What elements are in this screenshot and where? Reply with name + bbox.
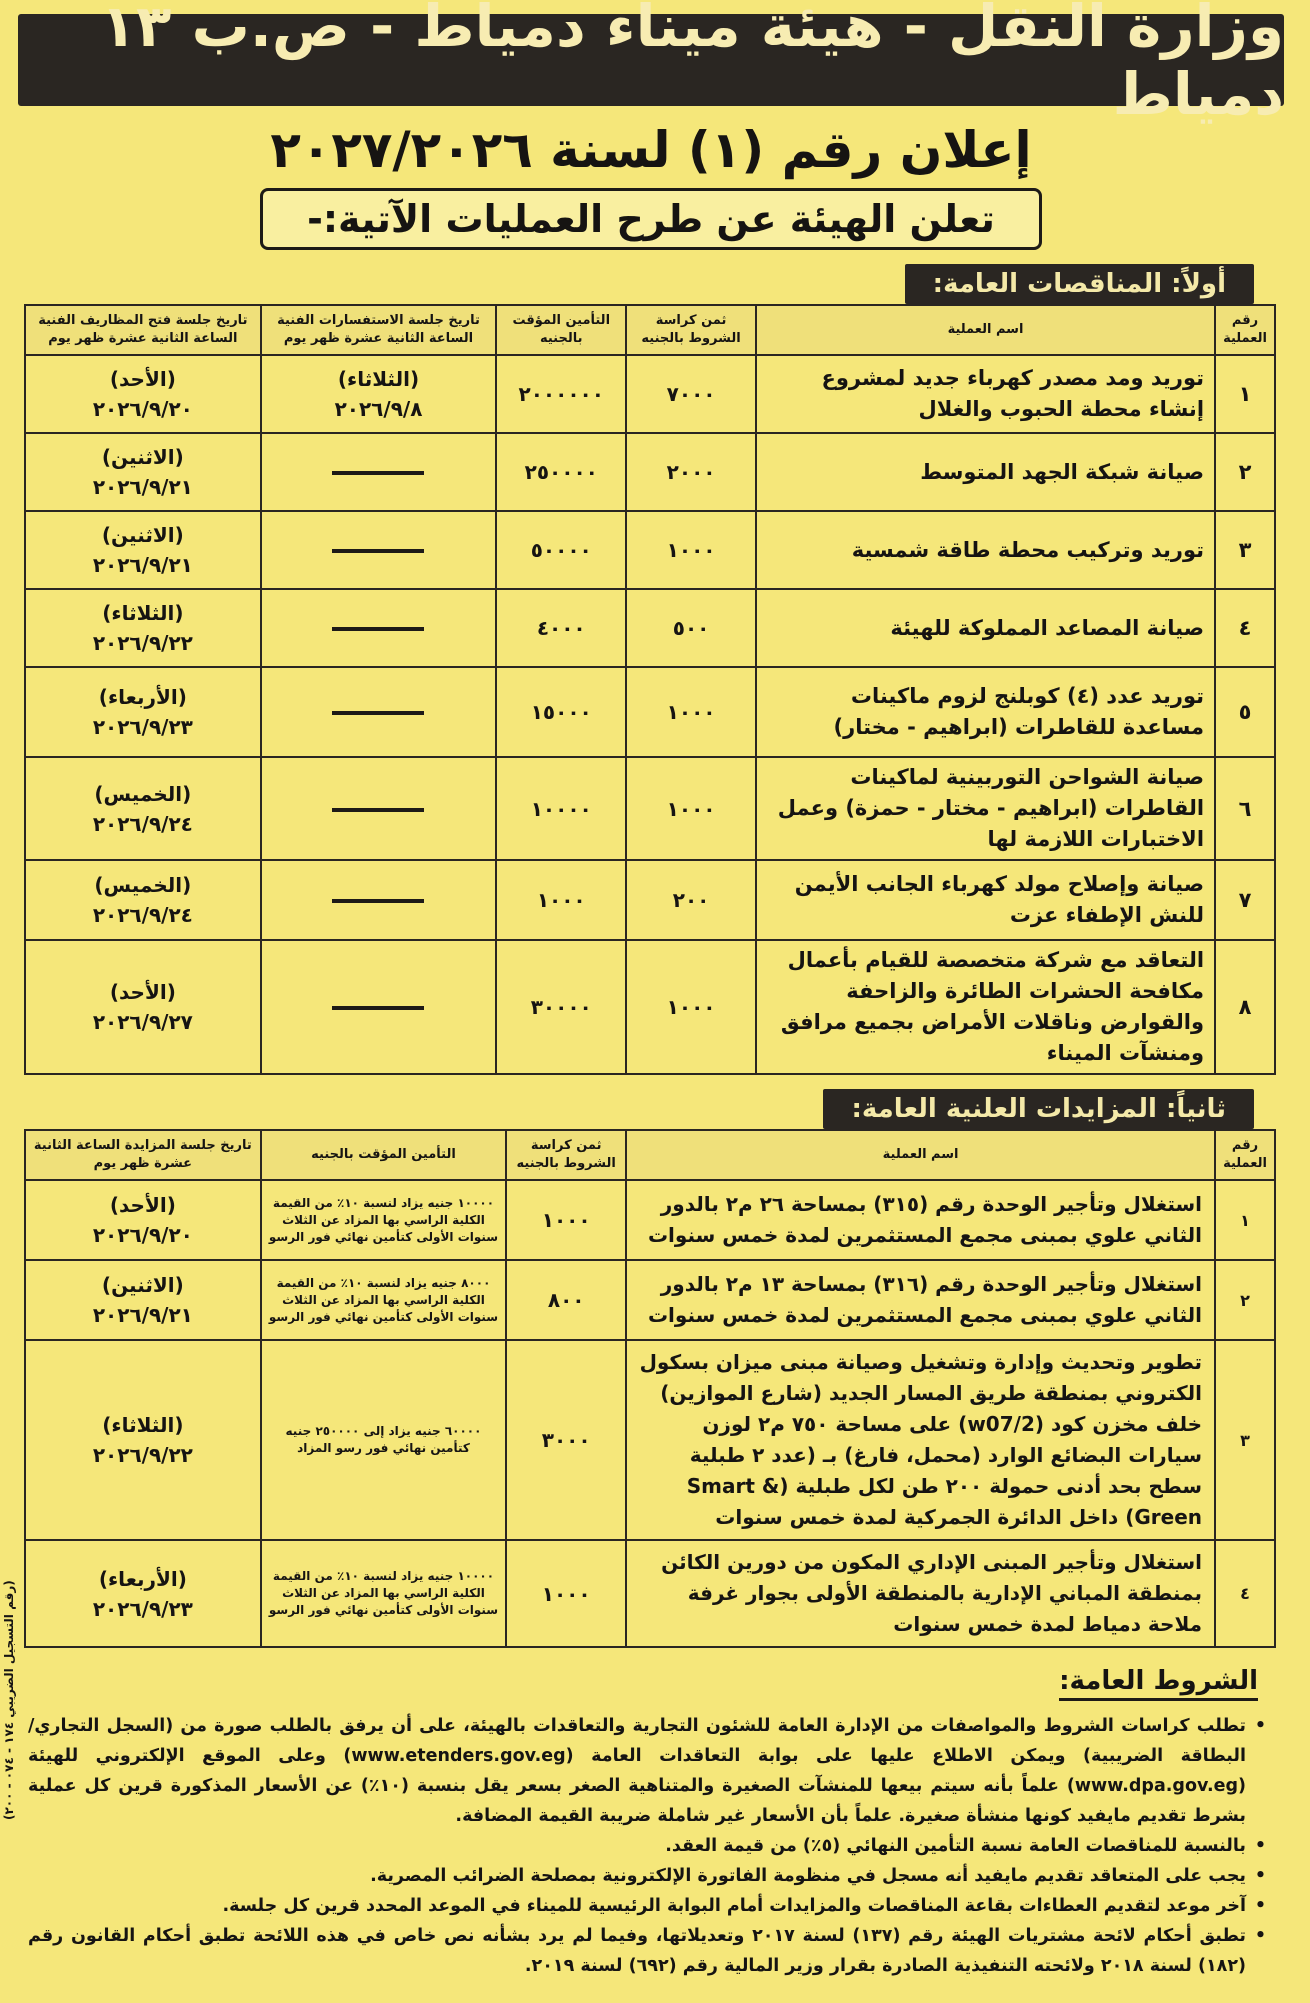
row-session	[25, 1340, 261, 1540]
row-number: ٥	[1215, 667, 1275, 757]
row-operation: صيانة شبكة الجهد المتوسط	[756, 433, 1215, 511]
col-insurance: التأمين المؤقت بالجنيه	[261, 1130, 507, 1180]
row-booklet: ٢٠٠	[626, 860, 756, 940]
empty-dash	[332, 711, 424, 715]
row-insurance: ٥٠٠٠٠	[496, 511, 626, 589]
row-booklet: ١٠٠٠	[626, 940, 756, 1074]
row-opening	[25, 940, 261, 1074]
term-item: • يجب على المتعاقد تقديم مايفيد أنه مسجل في منظومة الفاتورة الإلكترونية بمصلحة الضرائب المصرية.	[28, 1861, 1246, 1891]
row-insurance: ١٠٠٠	[496, 860, 626, 940]
row-inquiry	[261, 511, 497, 589]
row-insurance: ٣٠٠٠٠	[496, 940, 626, 1074]
col-op-name: اسم العملية	[756, 305, 1215, 355]
inquiry-date: ٢٠٢٦/٩/٨	[334, 397, 423, 421]
row-inquiry	[261, 667, 497, 757]
opening-day: (الثلاثاء)	[102, 601, 184, 625]
row-booklet: ١٠٠٠	[626, 757, 756, 860]
term-item: • تطبق أحكام لائحة مشتريات الهيئة رقم (١٣٧) لسنة ٢٠١٧ وتعديلاتها، وفيما لم يرد بشأنه نص خاص في هذه اللائحة تطبق أحكام القانون رقم (١٨٢) لسنة ٢٠١٨ ولائحته التنفيذية الصادرة بقرار وزير المالية رقم (٦٩٢) لسنة ٢٠١٩.	[28, 1921, 1246, 1981]
row-operation: استغلال وتأجير الوحدة رقم (٣١٦) بمساحة ١٣ م٢ بالدور الثاني علوي بمبنى مجمع المستثمرين لمدة خمس سنوات	[626, 1260, 1215, 1340]
row-inquiry	[261, 860, 497, 940]
opening-date: ٢٠٢٦/٩/٢٤	[92, 903, 193, 927]
opening-day: (الاثنين)	[101, 445, 184, 469]
term-item: • تطلب كراسات الشروط والمواصفات من الإدارة العامة للشئون التجارية والتعاقدات بالهيئة، على أن يرفق بالطلب صورة من (السجل التجاري/البطاقة الضريبية) ويمكن الاطلاع عليها على بوابة التعاقدات العامة (www.etenders.gov.eg) وعلى الموقع الإلكتروني للهيئة (www.dpa.gov.eg) علماً بأنه سيتم بيعها للمنشآت الصغيرة والمتناهية الصغر بسعر يقل بنسبة (١٠٪) عن الأسعار المذكورة قرين كل عملية بشرط تقديم مايفيد كونها منشأة صغيرة. علماً بأن الأسعار غير شاملة ضريبة القيمة المضافة.	[28, 1711, 1246, 1831]
auctions-heading: ثانياً: المزايدات العلنية العامة:	[823, 1089, 1254, 1129]
tenders-table	[24, 304, 1276, 1075]
table-row	[25, 860, 1275, 940]
row-insurance: ١٠٠٠٠ جنيه يزاد لنسبة ١٠٪ من القيمة الكلية الراسي بها المزاد عن الثلاث سنوات الأولى كتأمين نهائي فور الرسو	[261, 1540, 507, 1647]
opening-date: ٢٠٢٦/٩/٢٣	[92, 715, 193, 739]
opening-day: (الأحد)	[109, 980, 176, 1004]
opening-date: ٢٠٢٦/٩/٢٢	[92, 631, 193, 655]
session-day: (الأربعاء)	[98, 1566, 187, 1591]
col-op-number: رقم العملية	[1215, 305, 1275, 355]
auctions-header-row	[25, 1130, 1275, 1180]
empty-dash	[332, 627, 424, 631]
row-booklet: ١٠٠٠	[506, 1180, 626, 1260]
table-row	[25, 940, 1275, 1074]
table-row	[25, 355, 1275, 433]
table-row	[25, 667, 1275, 757]
row-number: ٤	[1215, 589, 1275, 667]
row-session	[25, 1180, 261, 1260]
row-number: ٨	[1215, 940, 1275, 1074]
announcement-number: إعلان رقم (١) لسنة ٢٠٢٧/٢٠٢٦	[270, 121, 1032, 179]
row-number: ١	[1215, 1180, 1275, 1260]
tenders-heading: أولاً: المناقصات العامة:	[905, 264, 1254, 304]
row-opening	[25, 355, 261, 433]
row-operation: توريد عدد (٤) كوبلنج لزوم ماكينات مساعدة للقاطرات (ابراهيم - مختار)	[756, 667, 1215, 757]
empty-dash	[332, 549, 424, 553]
empty-dash	[332, 899, 424, 903]
opening-day: (الاثنين)	[101, 523, 184, 547]
session-date: ٢٠٢٦/٩/٢٠	[92, 1223, 193, 1247]
opening-date: ٢٠٢٦/٩/٢١	[92, 475, 193, 499]
row-inquiry	[261, 757, 497, 860]
opening-date: ٢٠٢٦/٩/٢٤	[92, 811, 193, 836]
table-row	[25, 757, 1275, 860]
col-inquiry-date: تاريخ جلسة الاستفسارات الفنية الساعة الثانية عشرة ظهر يوم	[261, 305, 497, 355]
col-booklet-price: ثمن كراسة الشروط بالجنيه	[626, 305, 756, 355]
row-opening	[25, 511, 261, 589]
row-operation: تطوير وتحديث وإدارة وتشغيل وصيانة مبنى ميزان بسكول الكتروني بمنطقة طريق المسار الجديد (شارع الموازين) خلف مخزن كود (w07/2) على مساحة ٧٥٠ م٢ لوزن سيارات البضائع الوارد (محمل، فارغ) بـ (عدد ٢ طبلية سطح بحد أدنى حمولة ٢٠٠ طن لكل طبلية (Smart & Green) داخل الدائرة الجمركية لمدة خمس سنوات	[626, 1340, 1215, 1540]
row-opening	[25, 667, 261, 757]
row-session	[25, 1540, 261, 1647]
row-number: ٢	[1215, 1260, 1275, 1340]
term-item: • بالنسبة للمناقصات العامة نسبة التأمين النهائي (٥٪) من قيمة العقد.	[28, 1831, 1246, 1861]
table-row	[25, 1180, 1275, 1260]
opening-day: (الأحد)	[109, 367, 176, 391]
row-booklet: ٨٠٠	[506, 1260, 626, 1340]
empty-dash	[332, 808, 424, 812]
col-opening-date: تاريخ جلسة فتح المظاريف الفنية الساعة الثانية عشرة ظهر يوم	[25, 305, 261, 355]
table-row	[25, 511, 1275, 589]
row-inquiry	[261, 433, 497, 511]
row-insurance: ١٥٠٠٠	[496, 667, 626, 757]
row-opening	[25, 860, 261, 940]
ministry-title: وزارة النقل - هيئة ميناء دمياط - ص.ب ١٣ دمياط	[18, 14, 1284, 106]
row-booklet: ١٠٠٠	[626, 667, 756, 757]
row-number: ٣	[1215, 1340, 1275, 1540]
row-opening	[25, 757, 261, 860]
table-row	[25, 589, 1275, 667]
row-number: ٤	[1215, 1540, 1275, 1647]
session-date: ٢٠٢٦/٩/٢١	[92, 1303, 193, 1327]
announcement-page	[18, 0, 1284, 1989]
opening-day: (الخميس)	[94, 873, 192, 897]
row-booklet: ٧٠٠٠	[626, 355, 756, 433]
row-insurance: ٦٠٠٠٠ جنيه يزاد إلى ٢٥٠٠٠٠ جنيه كتأمين نهائي فور رسو المزاد	[261, 1340, 507, 1540]
row-insurance: ٢٠٠٠٠٠٠	[496, 355, 626, 433]
row-inquiry	[261, 589, 497, 667]
table-row	[25, 1540, 1275, 1647]
empty-dash	[332, 471, 424, 475]
terms-heading: الشروط العامة:	[1059, 1666, 1258, 1701]
row-inquiry	[261, 355, 497, 433]
row-insurance: ١٠٠٠٠	[496, 757, 626, 860]
row-inquiry	[261, 940, 497, 1074]
row-insurance: ٢٥٠٠٠٠	[496, 433, 626, 511]
opening-date: ٢٠٢٦/٩/٢٧	[92, 1010, 193, 1034]
tax-registration-note: (رقم التسجيل الضريبي ١٧٤ - ٠٧٤ - ٢٠٠)	[2, 1580, 16, 1820]
row-number: ٣	[1215, 511, 1275, 589]
col-booklet-price: ثمن كراسة الشروط بالجنيه	[506, 1130, 626, 1180]
tenders-header-row	[25, 305, 1275, 355]
row-operation: توريد ومد مصدر كهرباء جديد لمشروع إنشاء محطة الحبوب والغلال	[756, 355, 1215, 433]
row-insurance: ٨٠٠٠ جنيه يزاد لنسبة ١٠٪ من القيمة الكلية الراسي بها المزاد عن الثلاث سنوات الأولى كتأمين نهائي فور الرسو	[261, 1260, 507, 1340]
session-day: (الأحد)	[109, 1193, 176, 1217]
row-number: ١	[1215, 355, 1275, 433]
row-booklet: ٢٠٠٠	[626, 433, 756, 511]
row-opening	[25, 589, 261, 667]
inquiry-day: (الثلاثاء)	[337, 367, 420, 391]
empty-dash	[332, 1006, 424, 1010]
session-date: ٢٠٢٦/٩/٢٣	[92, 1596, 193, 1621]
row-operation: صيانة المصاعد المملوكة للهيئة	[756, 589, 1215, 667]
row-number: ٧	[1215, 860, 1275, 940]
row-operation: صيانة الشواحن التوربينية لماكينات القاطرات (ابراهيم - مختار - حمزة) وعمل الاختبارات اللازمة لها	[756, 757, 1215, 860]
row-insurance: ٤٠٠٠	[496, 589, 626, 667]
row-operation: استغلال وتأجير المبنى الإداري المكون من دورين الكائن بمنطقة المباني الإدارية بالمنطقة الأولى بجوار غرفة ملاحة دمياط لمدة خمس سنوات	[626, 1540, 1215, 1647]
intro-box: تعلن الهيئة عن طرح العمليات الآتية:-	[260, 188, 1042, 250]
session-date: ٢٠٢٦/٩/٢٢	[92, 1443, 193, 1467]
table-row	[25, 1340, 1275, 1540]
table-row	[25, 433, 1275, 511]
row-booklet: ١٠٠٠	[506, 1540, 626, 1647]
row-booklet: ٣٠٠٠	[506, 1340, 626, 1540]
session-day: (الاثنين)	[101, 1273, 184, 1297]
col-session-date: تاريخ جلسة المزايدة الساعة الثانية عشرة ظهر يوم	[25, 1130, 261, 1180]
col-op-name: اسم العملية	[626, 1130, 1215, 1180]
table-row	[25, 1260, 1275, 1340]
row-number: ٢	[1215, 433, 1275, 511]
col-op-number: رقم العملية	[1215, 1130, 1275, 1180]
row-number: ٦	[1215, 757, 1275, 860]
row-booklet: ١٠٠٠	[626, 511, 756, 589]
row-operation: توريد وتركيب محطة طاقة شمسية	[756, 511, 1215, 589]
opening-date: ٢٠٢٦/٩/٢١	[92, 553, 193, 577]
row-booklet: ٥٠٠	[626, 589, 756, 667]
terms-list	[28, 1711, 1268, 1981]
opening-date: ٢٠٢٦/٩/٢٠	[92, 397, 193, 421]
row-session	[25, 1260, 261, 1340]
col-insurance: التأمين المؤقت بالجنيه	[496, 305, 626, 355]
term-item: • آخر موعد لتقديم العطاءات بقاعة المناقصات والمزايدات أمام البوابة الرئيسية للميناء في الموعد المحدد قرين كل جلسة.	[28, 1891, 1246, 1921]
auctions-table	[24, 1129, 1276, 1648]
row-operation: صيانة وإصلاح مولد كهرباء الجانب الأيمن للنش الإطفاء عزت	[756, 860, 1215, 940]
row-operation: التعاقد مع شركة متخصصة للقيام بأعمال مكافحة الحشرات الطائرة والزاحفة والقوارض وناقلات الأمراض بجميع مرافق ومنشآت الميناء	[756, 940, 1215, 1074]
session-day: (الثلاثاء)	[102, 1413, 184, 1437]
opening-day: (الخميس)	[94, 781, 192, 806]
row-operation: استغلال وتأجير الوحدة رقم (٣١٥) بمساحة ٢٦ م٢ بالدور الثاني علوي بمبنى مجمع المستثمرين لمدة خمس سنوات	[626, 1180, 1215, 1260]
row-opening	[25, 433, 261, 511]
opening-day: (الأربعاء)	[98, 685, 187, 709]
row-insurance: ١٠٠٠٠ جنيه يزاد لنسبة ١٠٪ من القيمة الكلية الراسي بها المزاد عن الثلاث سنوات الأولى كتأمين نهائي فور الرسو	[261, 1180, 507, 1260]
